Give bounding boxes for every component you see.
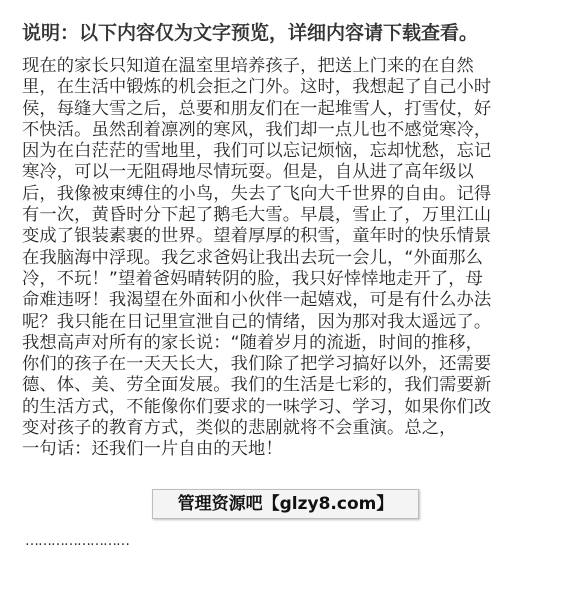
truncation-ellipsis: …………………… (25, 533, 129, 549)
article-line: 呢？我只能在日记里宣泄自己的情绪，因为那对我太遥远了。 (22, 311, 492, 332)
article-line: 有一次，黄昏时分下起了鹅毛大雪。早晨，雪止了，万里江山 (22, 205, 492, 226)
article-line: 冷，不玩！”望着爸妈晴转阴的脸，我只好悻悻地走开了，母 (22, 268, 483, 289)
article-line: 不快活。虽然刮着凛冽的寒风，我们却一点儿也不感觉寒冷， (22, 119, 492, 140)
article-line: 命难违呀！我渴望在外面和小伙伴一起嬉戏，可是有什么办法 (22, 290, 492, 311)
watermark-banner: 管理资源吧【glzy8.com】 (152, 489, 419, 519)
article-line: 你们的孩子在一天天长大，我们除了把学习搞好以外，还需要 (22, 354, 492, 375)
article-line: 后，我像被束缚住的小鸟，失去了飞向大千世界的自由。记得 (22, 183, 492, 204)
article-line: 因为在白茫茫的雪地里，我们可以忘记烦恼，忘却忧愁，忘记 (22, 141, 492, 162)
article-line: 变成了银装素裹的世界。望着厚厚的积雪，童年时的快乐情景 (22, 226, 492, 247)
article-body (22, 56, 570, 461)
article-line: 变对孩子的教育方式，类似的悲剧就将不会重演。总之， (22, 418, 457, 439)
article-line: 现在的家长只知道在温室里培养孩子，把送上门来的在自然 (22, 56, 474, 76)
article-line: 里，在生活中锻炼的机会拒之门外。这时，我想起了自己小时 (22, 77, 492, 98)
article-line: 在我脑海中浮现。我乞求爸妈让我出去玩一会儿，“外面那么 (22, 247, 483, 268)
article-line: 的生活方式，不能像你们要求的一味学习、学习，如果你们改 (22, 396, 492, 417)
article-line: 我想高声对所有的家长说：“随着岁月的流逝，时间的推移， (22, 332, 483, 353)
article-line: 德、体、美、劳全面发展。我们的生活是七彩的，我们需要新 (22, 375, 492, 396)
article-line: 侯，每缝大雪之后，总要和朋友们在一起堆雪人，打雪仗，好 (22, 98, 492, 119)
preview-notice: 说明：以下内容仅为文字预览，详细内容请下载查看。 (22, 22, 479, 44)
article-line: 寒冷，可以一无阻碍地尽情玩耍。但是，自从进了高年级以 (22, 162, 474, 183)
article-line: 一句话：还我们一片自由的天地！ (22, 439, 283, 460)
